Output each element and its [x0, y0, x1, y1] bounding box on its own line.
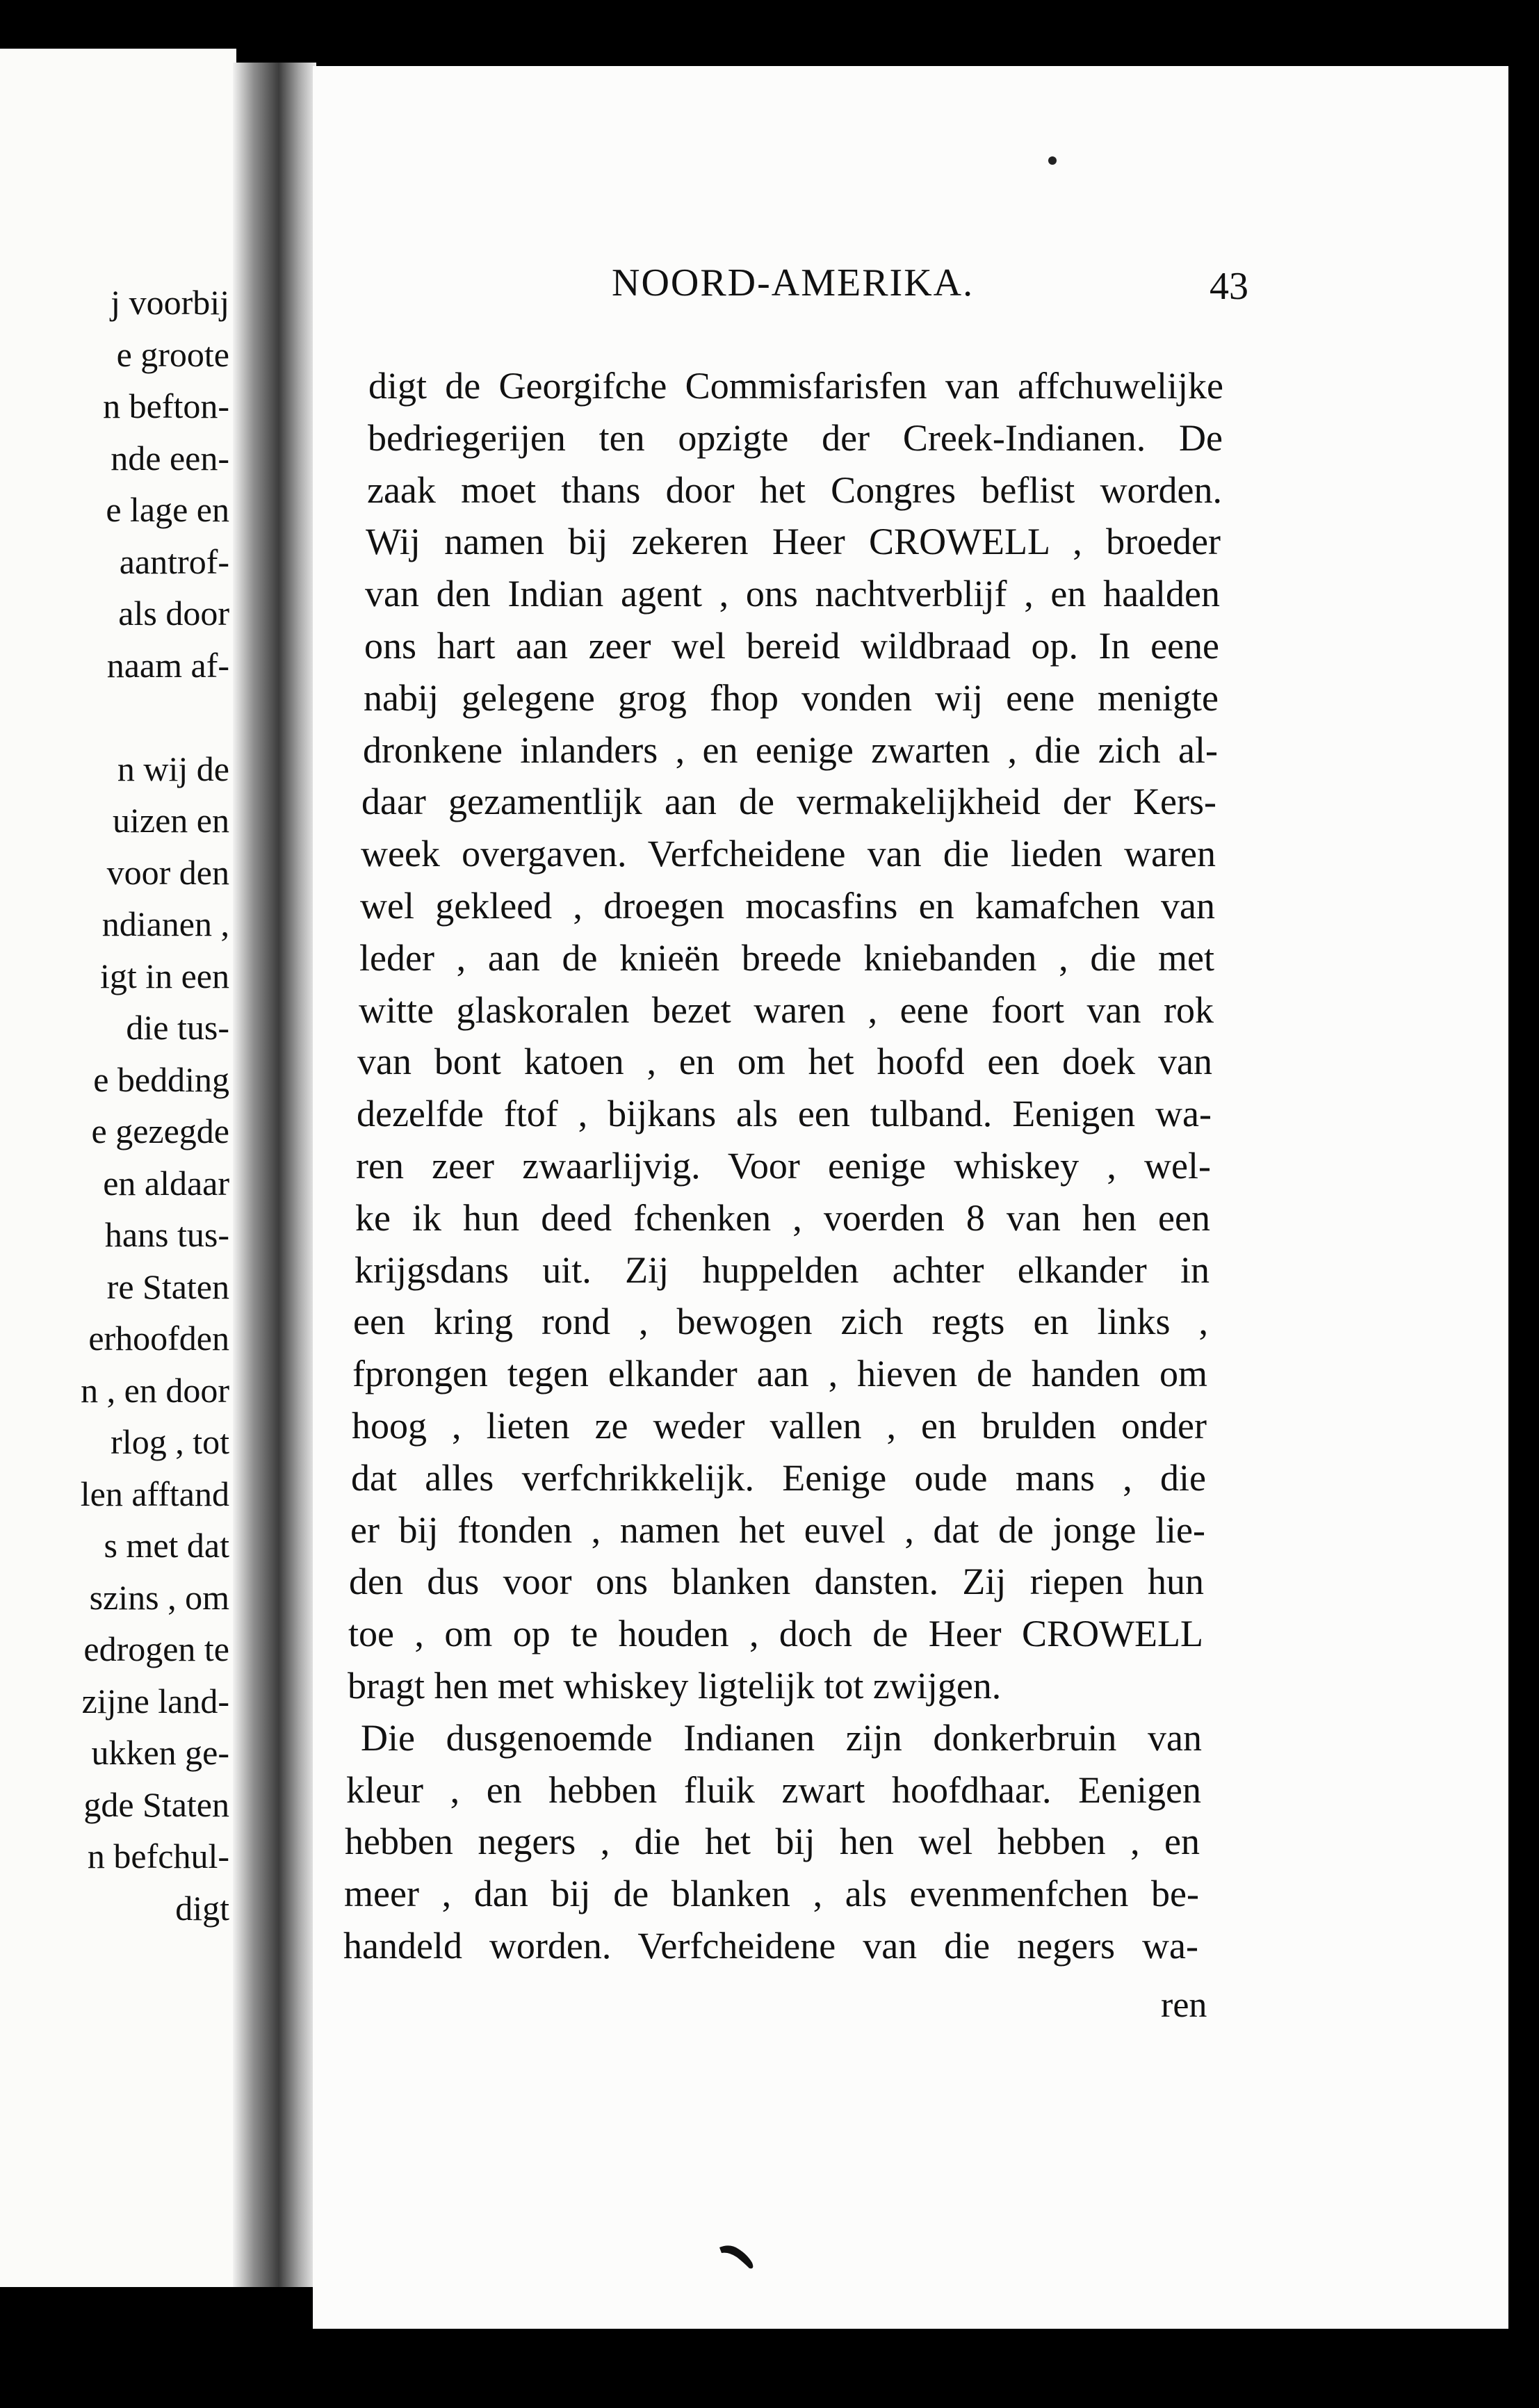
body-line: witte glaskoralen bezet waren , eene foort van rok: [359, 989, 1214, 1031]
body-line: ren zeer zwaarlijvig. Voor eenige whiskey , wel-: [356, 1145, 1211, 1187]
body-line: hebben negers , die het bij hen wel hebben , en: [345, 1821, 1200, 1863]
left-page-line: re Staten: [106, 1267, 229, 1306]
left-page-line: voor den: [106, 852, 229, 892]
left-page-line: die tus-: [126, 1008, 229, 1047]
left-page-line: hans tus-: [104, 1215, 229, 1254]
left-page-line: n , en door: [81, 1370, 229, 1410]
left-page-line: e bedding: [93, 1059, 229, 1099]
left-page-line: len afftand: [80, 1474, 229, 1513]
catchword: ren: [1161, 1985, 1207, 2025]
left-page-line: gde Staten: [83, 1784, 229, 1824]
left-page-line: nde een-: [111, 438, 229, 478]
page-number: 43: [1210, 265, 1248, 308]
left-page-line: n wij de: [117, 749, 229, 788]
left-page-line: j voorbij: [111, 283, 229, 322]
body-line: Wij namen bij zekeren Heer CROWELL , broeder: [366, 521, 1221, 563]
left-page-line: s met dat: [104, 1526, 229, 1565]
body-line: dezelfde ftof , bijkans als een tulband. Eenigen wa-: [357, 1093, 1212, 1135]
body-line: fprongen tegen elkander aan , hieven de handen om: [352, 1353, 1207, 1395]
body-line: den dus voor ons blanken dansten. Zij riepen hun: [349, 1561, 1204, 1603]
body-line: van bont katoen , en om het hoofd een doek van: [357, 1041, 1212, 1083]
body-line: toe , om op te houden , doch de Heer CROWELL: [348, 1613, 1203, 1655]
body-line: bedriegerijen ten opzigte der Creek-Indianen. De: [368, 416, 1223, 459]
body-line: week overgaven. Verfcheidene van die lieden waren: [361, 833, 1216, 875]
body-line: digt de Georgifche Commisfarisfen van affchuwelijke: [368, 365, 1223, 407]
body-line: dronkene inlanders , en eenige zwarten , die zich al-: [363, 729, 1218, 771]
left-page-line: edrogen te: [83, 1629, 229, 1668]
body-line: bragt hen met whiskey ligtelijk tot zwijgen.: [348, 1665, 1002, 1707]
left-page-fragment: [0, 49, 236, 2287]
left-page-line: uizen en: [113, 801, 229, 840]
body-line: een kring rond , bewogen zich regts en links ,: [353, 1301, 1208, 1343]
left-page-line: zijne land-: [81, 1681, 229, 1720]
body-line: ons hart aan zeer wel bereid wildbraad op. In eene: [364, 625, 1219, 667]
body-line: hoog , lieten ze weder vallen , en brulden onder: [352, 1405, 1207, 1447]
left-page-line: erhoofden: [88, 1319, 229, 1358]
body-line: daar gezamentlijk aan de vermakelijkheid der Kers-: [361, 781, 1216, 823]
body-line: Die dusgenoemde Indianen zijn donkerbruin van: [361, 1716, 1202, 1759]
body-line: er bij ftonden , namen het euvel , dat de jonge lie-: [350, 1508, 1205, 1551]
left-page-line: e groote: [116, 334, 229, 374]
left-page-line: naam af-: [106, 645, 229, 685]
left-page-line: n befton-: [103, 387, 229, 425]
body-line: kleur , en hebben fluik zwart hoofdhaar. Eenigen: [346, 1768, 1201, 1811]
body-line: nabij gelegene grog fhop vonden wij eene menigte: [364, 676, 1219, 719]
left-page-line: e lage en: [106, 490, 229, 529]
left-page-line: igt in een: [99, 956, 229, 995]
left-page-line: rlog , tot: [111, 1422, 229, 1461]
body-line: van den Indian agent , ons nachtverblijf , en haalden: [365, 573, 1220, 615]
left-page-line: ukken ge-: [91, 1733, 229, 1772]
left-page-line: als door: [118, 594, 229, 633]
body-line: leder , aan de knieën breede kniebanden , die met: [359, 936, 1214, 979]
body-line: dat alles verfchrikkelijk. Eenige oude mans , die: [351, 1456, 1206, 1499]
left-page-line: aantrof-: [119, 542, 229, 581]
left-page-line: digt: [175, 1888, 229, 1928]
ink-dot: [1048, 156, 1057, 165]
ink-smudge-mark: [716, 2242, 765, 2273]
body-line: handeld worden. Verfcheidene van die negers wa-: [343, 1925, 1198, 1967]
book-gutter: [233, 63, 316, 2287]
left-page-line: n befchul-: [87, 1837, 229, 1876]
body-line: wel gekleed , droegen mocasfins en kamafchen van: [360, 885, 1215, 927]
left-page-line: ndianen ,: [101, 904, 229, 943]
left-page-line: en aldaar: [103, 1163, 229, 1203]
body-line: krijgsdans uit. Zij huppelden achter elkander in: [355, 1248, 1210, 1291]
left-page-line: e gezegde: [91, 1112, 229, 1150]
running-head: NOORD-AMERIKA.: [612, 261, 975, 304]
body-line: zaak moet thans door het Congres beflist worden.: [367, 469, 1222, 511]
body-line: ke ik hun deed fchenken , voerden 8 van hen een: [355, 1196, 1210, 1239]
body-line: meer , dan bij de blanken , als evenmenfchen be-: [344, 1873, 1199, 1915]
left-page-line: szins , om: [89, 1577, 229, 1617]
right-page: [313, 66, 1508, 2329]
